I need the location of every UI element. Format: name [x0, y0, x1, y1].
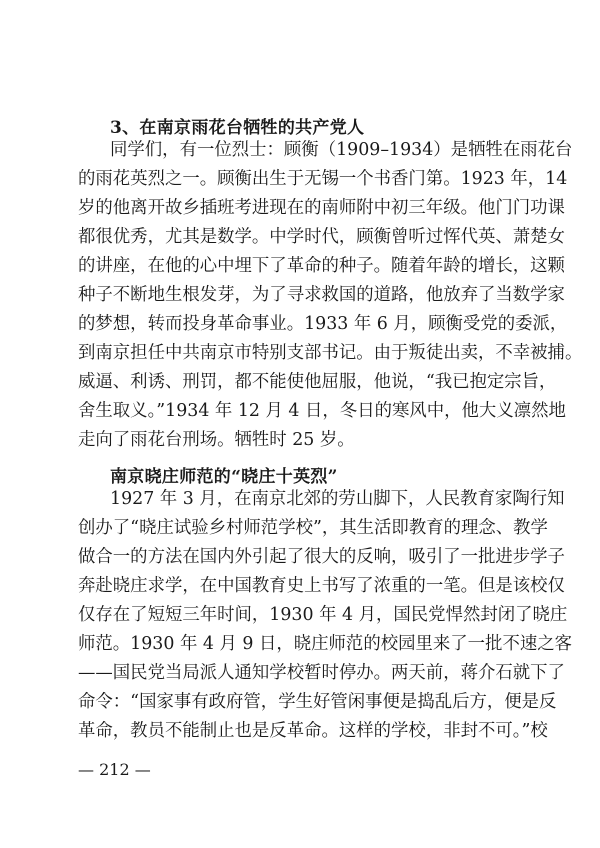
section-heading-xiaozhuang: 南京晓庄师范的“晓庄十英烈”	[110, 467, 338, 487]
paragraph-line: 到南京担任中共南京市特别支部书记。由于叛徒出卖，不幸被捕。	[78, 343, 583, 363]
paragraph-line: 都很优秀，尤其是数学。中学时代，顾衡曾听过恽代英、萧楚女	[78, 227, 565, 247]
paragraph-line: 种子不断地生根发芽，为了寻求救国的道路，他放弃了当数学家	[78, 285, 565, 305]
paragraph-line: 命令：“国家事有政府管，学生好管闲事便是捣乱后方，便是反	[78, 692, 557, 712]
page-number: — 212 —	[78, 760, 151, 779]
paragraph-line: 走向了雨花台刑场。牺牲时 25 岁。	[78, 430, 355, 450]
paragraph-line: 做合一的方法在国内外引起了很大的反响，吸引了一批进步学子	[78, 547, 565, 567]
paragraph-line: 的梦想，转而投身革命事业。1933 年 6 月，顾衡受党的委派，	[78, 314, 568, 334]
paragraph-line: 同学们，有一位烈士：顾衡（1909–1934）是牺牲在雨花台	[110, 140, 573, 160]
paragraph-line: ——国民党当局派人通知学校暂时停办。两天前，蒋介石就下了	[78, 663, 565, 683]
paragraph-line: 奔赴晓庄求学，在中国教育史上书写了浓重的一笔。但是该校仅	[78, 576, 565, 596]
paragraph-line: 革命，教员不能制止也是反革命。这样的学校，非封不可。”校	[78, 721, 548, 741]
paragraph-line: 的讲座，在他的心中埋下了革命的种子。随着年龄的增长，这颗	[78, 256, 565, 276]
paragraph-line: 师范。1930 年 4 月 9 日，晓庄师范的校园里来了一批不速之客	[78, 634, 573, 654]
paragraph-line: 岁的他离开故乡插班考进现在的南师附中初三年级。他门门功课	[78, 198, 565, 218]
paragraph-line: 1927 年 3 月，在南京北郊的劳山脚下，人民教育家陶行知	[110, 489, 565, 509]
paragraph-line: 仅存在了短短三年时间，1930 年 4 月，国民党悍然封闭了晓庄	[78, 605, 568, 625]
paragraph-line: 的雨花英烈之一。顾衡出生于无锡一个书香门第。1923 年，14	[78, 169, 568, 189]
paragraph-line: 威逼、利诱、刑罚，都不能使他屈服，他说，“我已抱定宗旨，	[78, 372, 557, 392]
section-heading-yuhuatai: 3、在南京雨花台牺牲的共产党人	[110, 118, 365, 138]
paragraph-line: 创办了“晓庄试验乡村师范学校”，其生活即教育的理念、教学	[78, 518, 548, 538]
paragraph-line: 舍生取义。”1934 年 12 月 4 日，冬日的寒风中，他大义凛然地	[78, 401, 566, 421]
